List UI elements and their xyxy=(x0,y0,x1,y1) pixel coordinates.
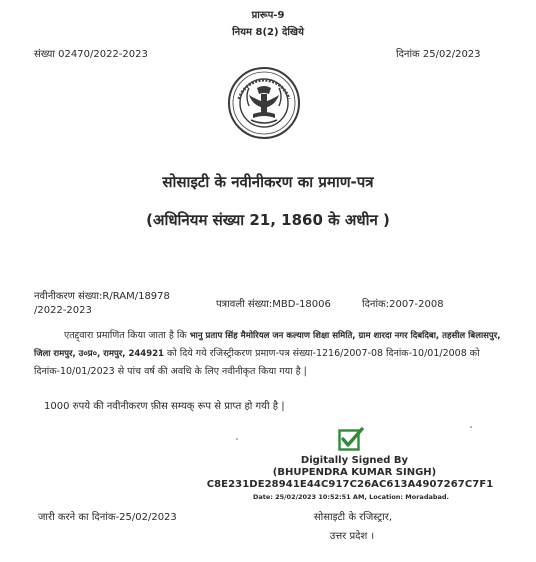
fee-statement: 1000 रुपये की नवीनीकरण फ़ीस सम्यक् रूप से प्राप्त हो गयी है | xyxy=(44,401,285,412)
state-emblem-icon xyxy=(227,66,301,140)
signature-meta: Date: 25/02/2023 10:52:51 AM, Location: Moradabad. xyxy=(252,493,450,501)
signature-hash: C8E231DE28941E44C917C26AC613A4907267C7F1 xyxy=(206,479,494,490)
issue-date: दिनांक 25/02/2023 xyxy=(396,49,481,60)
certificate-reference: संख्या 02470/2022-2023 xyxy=(34,49,148,60)
digital-signature-label: Digitally Signed By xyxy=(300,455,409,466)
intro-text: एतद्द्वारा प्रमाणित किया जाता है कि xyxy=(64,330,187,341)
scan-speck xyxy=(470,426,472,428)
issued-on-date: जारी करने का दिनांक-25/02/2023 xyxy=(38,512,177,523)
state-name: उत्तर प्रदेश । xyxy=(329,531,375,542)
renewal-statement: को दिये गये रजिस्ट्रीकरण प्रमाण-पत्र संख्या-1216/2007-08 दिनांक-10/01/2008 को दिनांक-10/01/2023 से पांच वर्ष की अवधि के लिए नवीनीकृत किया गया है | xyxy=(34,348,480,377)
registrar-title: सोसाइटी के रजिस्ट्रार, xyxy=(313,512,393,523)
scan-speck xyxy=(236,438,238,440)
certification-paragraph xyxy=(34,327,504,380)
certificate-title: सोसाइटी के नवीनीकरण का प्रमाण-पत्र xyxy=(162,173,374,191)
file-date: दिनांक:2007-2008 xyxy=(362,299,444,310)
file-number: पत्रावली संख्या:MBD-18006 xyxy=(216,299,331,310)
signer-name: (BHUPENDRA KUMAR SINGH) xyxy=(272,467,437,478)
form-number: प्रारूप-9 xyxy=(251,10,285,21)
act-subtitle: (अधिनियम संख्या 21, 1860 के अधीन ) xyxy=(146,211,390,229)
rule-reference: नियम 8(2) देखिये xyxy=(232,27,304,38)
renewal-number: नवीनीकरण संख्या:R/RAM/18978 /2022-2023 xyxy=(34,291,170,316)
society-name: भानु प्रताप सिंह मैमोरियल जन कल्याण शिक्षा समिति, ग्राम शारदा नगर दिबदिबा, तहसील बिलासपुर, जिला रामपुर, उ०प्र०, रामपुर, 244921 xyxy=(34,331,501,359)
green-check-icon xyxy=(338,427,364,451)
